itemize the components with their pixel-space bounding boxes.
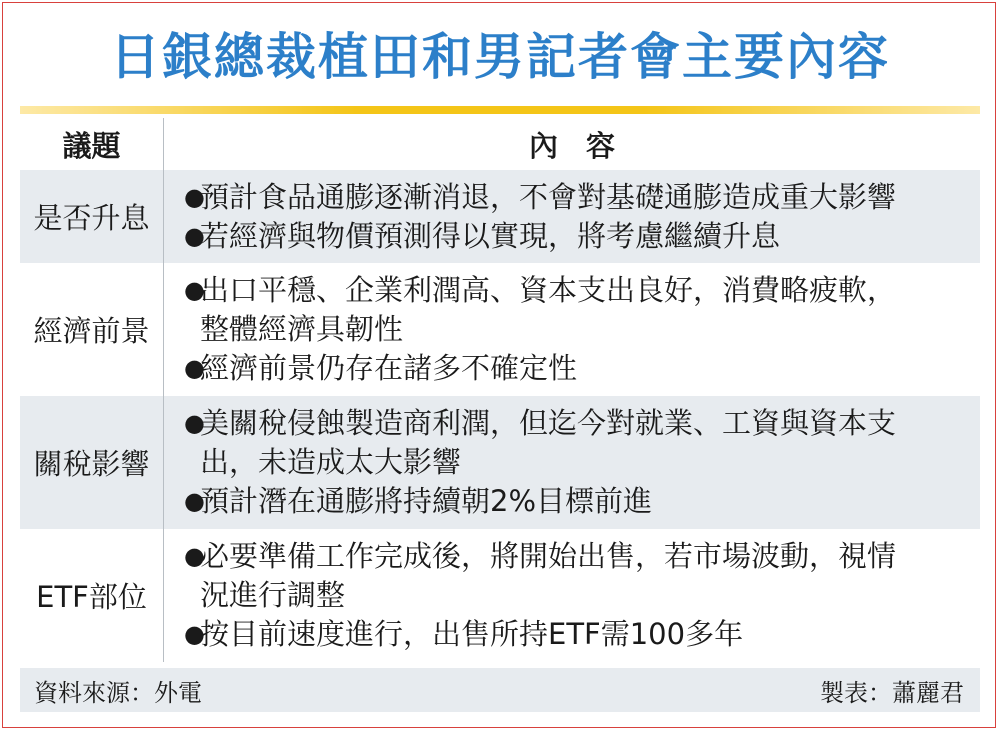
page-title: 日銀總裁植田和男記者會主要內容 bbox=[110, 28, 890, 86]
source-note: 資料來源：外電 bbox=[34, 678, 202, 707]
row-topic: ETF部位 bbox=[20, 529, 164, 662]
table-footer bbox=[20, 668, 980, 712]
table-row-tariff bbox=[20, 396, 980, 529]
bullet-text: 經濟前景仍存在諸多不確定性 bbox=[200, 351, 578, 385]
bullet-dot-icon: ● bbox=[184, 487, 205, 515]
bullet-item bbox=[184, 349, 980, 388]
bullet-dot-icon: ● bbox=[184, 276, 205, 304]
table-row-rate-hike bbox=[20, 170, 980, 263]
author-credit: 製表：蕭麗君 bbox=[820, 678, 964, 707]
bullet-item bbox=[184, 271, 980, 349]
bullet-item bbox=[184, 615, 980, 654]
bullet-text: 出口平穩、企業利潤高、資本支出良好，消費略疲軟， 整體經濟具韌性 bbox=[200, 273, 897, 346]
bullet-item bbox=[184, 217, 980, 256]
bullet-dot-icon: ● bbox=[184, 221, 205, 250]
row-topic: 是否升息 bbox=[20, 170, 164, 263]
table-header bbox=[20, 118, 980, 170]
row-content bbox=[164, 529, 980, 662]
summary-table bbox=[20, 118, 980, 712]
title-divider bbox=[20, 106, 980, 114]
bullet-item bbox=[184, 404, 980, 482]
table-row-etf bbox=[20, 529, 980, 662]
bullet-text: 若經濟與物價預測得以實現，將考慮繼續升息 bbox=[200, 218, 781, 253]
bullet-text: 美關稅侵蝕製造商利潤，但迄今對就業、工資與資本支 出，未造成太大影響 bbox=[200, 406, 897, 479]
row-content bbox=[164, 263, 980, 396]
bullet-dot-icon: ● bbox=[184, 182, 205, 211]
bullet-item bbox=[184, 178, 980, 217]
bullet-dot-icon: ● bbox=[184, 409, 205, 437]
bullet-item bbox=[184, 537, 980, 615]
bullet-text: 預計食品通膨逐漸消退，不會對基礎通膨造成重大影響 bbox=[200, 179, 897, 214]
header-content: 內容 bbox=[528, 128, 643, 163]
bullet-text: 預計潛在通膨將持續朝2%目標前進 bbox=[200, 484, 653, 518]
bullet-dot-icon: ● bbox=[184, 620, 205, 648]
bullet-dot-icon: ● bbox=[184, 542, 205, 570]
bullet-dot-icon: ● bbox=[184, 354, 205, 382]
header-topic: 議題 bbox=[20, 118, 164, 170]
row-topic: 經濟前景 bbox=[20, 263, 164, 396]
bullet-text: 必要準備工作完成後，將開始出售，若市場波動，視情 況進行調整 bbox=[200, 539, 897, 612]
row-content bbox=[164, 170, 980, 263]
bullet-text: 按目前速度進行，出售所持ETF需100多年 bbox=[200, 617, 744, 651]
row-content bbox=[164, 396, 980, 529]
row-topic: 關稅影響 bbox=[20, 396, 164, 529]
bullet-item bbox=[184, 482, 980, 521]
table-row-outlook bbox=[20, 263, 980, 396]
